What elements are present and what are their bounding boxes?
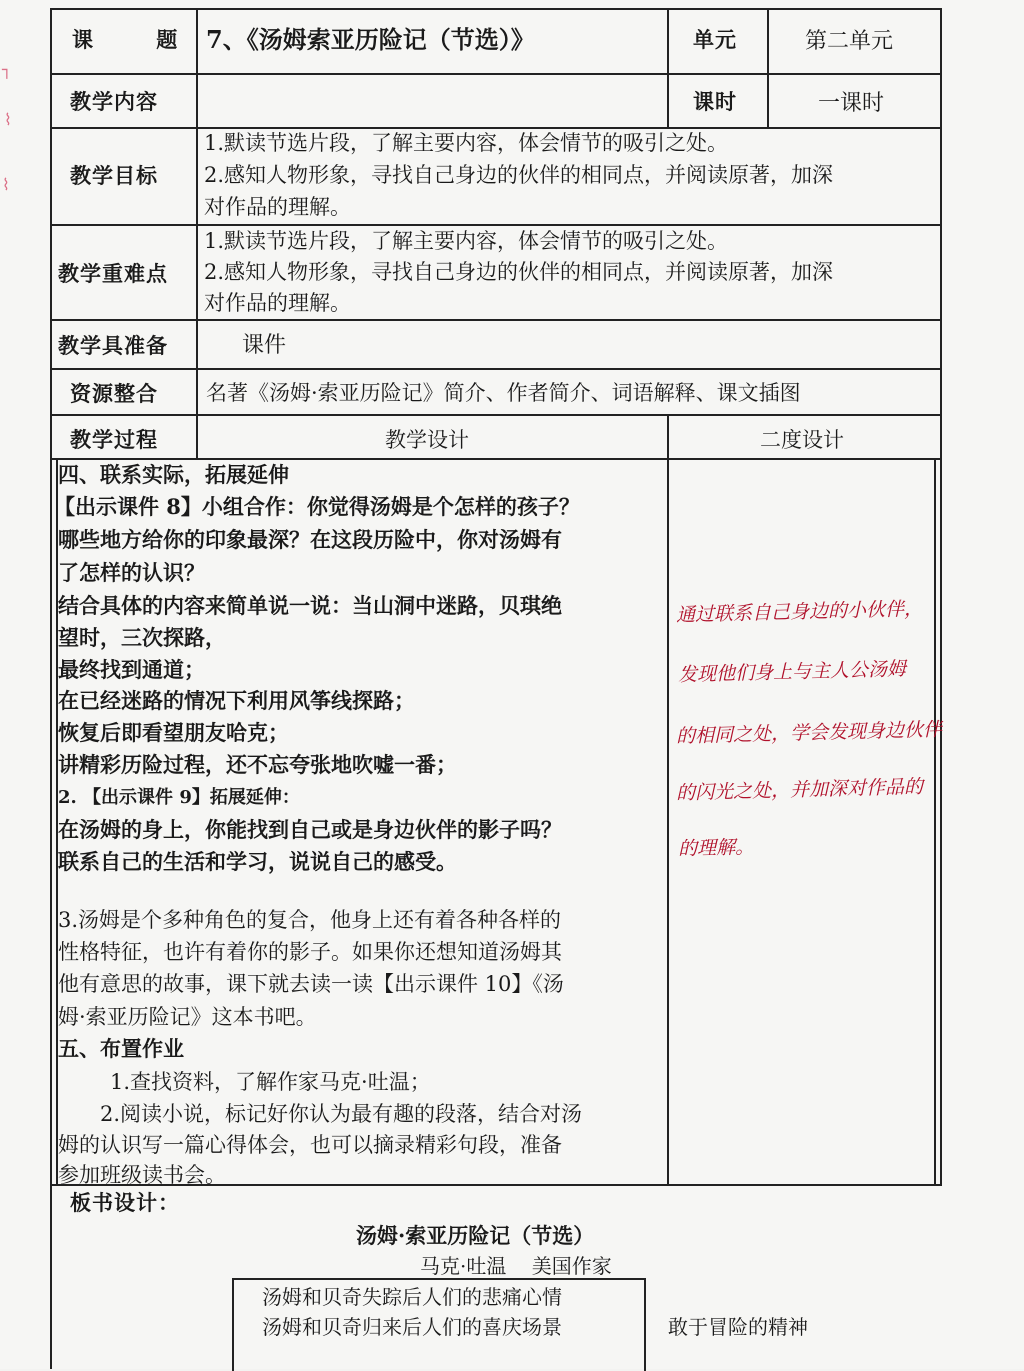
handwritten-note-line: 的闪光之处，并加深对作品的 — [675, 775, 924, 805]
process-line: 四、联系实际，拓展延伸 — [58, 462, 289, 487]
row-divider — [50, 319, 942, 321]
process-line: 姆·索亚历险记》这本书吧。 — [58, 1005, 317, 1029]
board-line: 汤姆和贝奇失踪后人们的悲痛心情 — [262, 1285, 562, 1309]
process-label: 教学过程 — [70, 427, 158, 452]
process-line: 1.查找资料，了解作家马克·吐温； — [110, 1070, 431, 1094]
handwritten-note-line: 通过联系自己身边的小伙伴， — [675, 597, 924, 627]
process-line: 最终找到通道； — [58, 657, 205, 682]
key-points-label: 教学重难点 — [58, 261, 168, 286]
process-line: 望时，三次探路， — [58, 625, 226, 650]
design-header: 教学设计 — [385, 428, 469, 452]
table-border-left — [50, 8, 52, 1369]
label-column-divider — [196, 8, 198, 459]
goals-label: 教学目标 — [70, 163, 158, 188]
goal-line: 2.感知人物形象，寻找自己身边的伙伴的相同点，并阅读原著，加深 — [204, 163, 834, 187]
goal-line: 1.默读节选片段，了解主要内容，体会情节的吸引之处。 — [204, 131, 729, 155]
row-divider — [50, 368, 942, 370]
process-line: 3.汤姆是个多种角色的复合，他身上还有着各种各样的 — [58, 908, 562, 932]
table-border-top — [50, 8, 942, 10]
unit-value: 第二单元 — [805, 29, 894, 54]
resources-value: 名著《汤姆·索亚历险记》简介、作者简介、词语解释、课文插图 — [206, 381, 801, 405]
board-author: 马克·吐温 美国作家 — [420, 1254, 612, 1278]
table-border-right — [940, 8, 942, 1185]
process-line: 在汤姆的身上，你能找到自己或是身边伙伴的影子吗？ — [58, 817, 562, 842]
process-line: 姆的认识写一篇心得体会，也可以摘录精彩句段，准备 — [58, 1133, 562, 1157]
board-title: 汤姆·索亚历险记（节选） — [356, 1223, 595, 1248]
process-line: 联系自己的生活和学习，说说自己的感受。 — [58, 849, 457, 874]
margin-ink-mark: ┐ — [2, 60, 12, 79]
row-divider — [50, 414, 942, 416]
margin-ink-mark: ⌇ — [4, 110, 12, 129]
key-point-line: 对作品的理解。 — [204, 291, 351, 315]
board-spirit: 敢于冒险的精神 — [668, 1315, 808, 1339]
key-point-line: 2.感知人物形象，寻找自己身边的伙伴的相同点，并阅读原著，加深 — [204, 260, 834, 284]
handwritten-note-line: 的相同之处，学会发现身边伙伴 — [675, 718, 943, 748]
process-line: 他有意思的故事，课下就去读一读【出示课件 10】《汤 — [58, 972, 564, 996]
materials-label: 教学具准备 — [58, 333, 168, 358]
process-line: 恢复后即看望朋友哈克； — [58, 720, 289, 745]
period-value: 一课时 — [818, 91, 885, 116]
board-label: 板书设计： — [70, 1190, 180, 1215]
unit-value-divider — [767, 8, 769, 129]
process-line: 哪些地方给你的印象最深？在这段历险中，你对汤姆有 — [58, 527, 562, 552]
process-line: 结合具体的内容来简单说一说：当山洞中迷路，贝琪绝 — [58, 593, 562, 618]
unit-column-divider — [667, 8, 669, 129]
process-line: 2.阅读小说，标记好你认为最有趣的段落，结合对汤 — [100, 1102, 583, 1126]
materials-value: 课件 — [242, 333, 287, 358]
process-line: 【出示课件 8】小组合作：你觉得汤姆是个怎样的孩子？ — [54, 494, 580, 519]
goal-line: 对作品的理解。 — [204, 195, 351, 219]
row-divider — [50, 73, 942, 75]
process-line: 在已经迷路的情况下利用风筝线探路； — [58, 688, 415, 713]
topic-value: 7、《汤姆索亚历险记（节选）》 — [206, 25, 535, 54]
resources-label: 资源整合 — [70, 381, 158, 406]
process-line: 2. 【出示课件 9】拓展延伸： — [58, 787, 300, 808]
topic-label: 课 题 — [72, 27, 206, 52]
key-point-line: 1.默读节选片段，了解主要内容，体会情节的吸引之处。 — [204, 229, 729, 253]
handwritten-note-line: 的理解。 — [677, 836, 755, 860]
process-line: 讲精彩历险过程，还不忘夸张地吹嘘一番； — [58, 752, 457, 777]
unit-label: 单元 — [693, 27, 737, 52]
second-design-header: 二度设计 — [760, 428, 844, 452]
margin-ink-mark: ⌇ — [2, 175, 10, 194]
content-label: 教学内容 — [70, 89, 158, 114]
process-line: 了怎样的认识？ — [58, 560, 205, 585]
board-line: 汤姆和贝奇归来后人们的喜庆场景 — [262, 1315, 562, 1339]
process-line: 五、布置作业 — [58, 1036, 184, 1061]
design-column-divider — [667, 414, 669, 1185]
period-label: 课时 — [693, 89, 737, 114]
inner-border-right — [934, 458, 936, 1185]
handwritten-note-line: 发现他们身上与主人公汤姆 — [677, 658, 907, 686]
process-line: 性格特征，也许有着你的影子。如果你还想知道汤姆其 — [58, 940, 562, 964]
process-line: 参加班级读书会。 — [58, 1163, 226, 1187]
